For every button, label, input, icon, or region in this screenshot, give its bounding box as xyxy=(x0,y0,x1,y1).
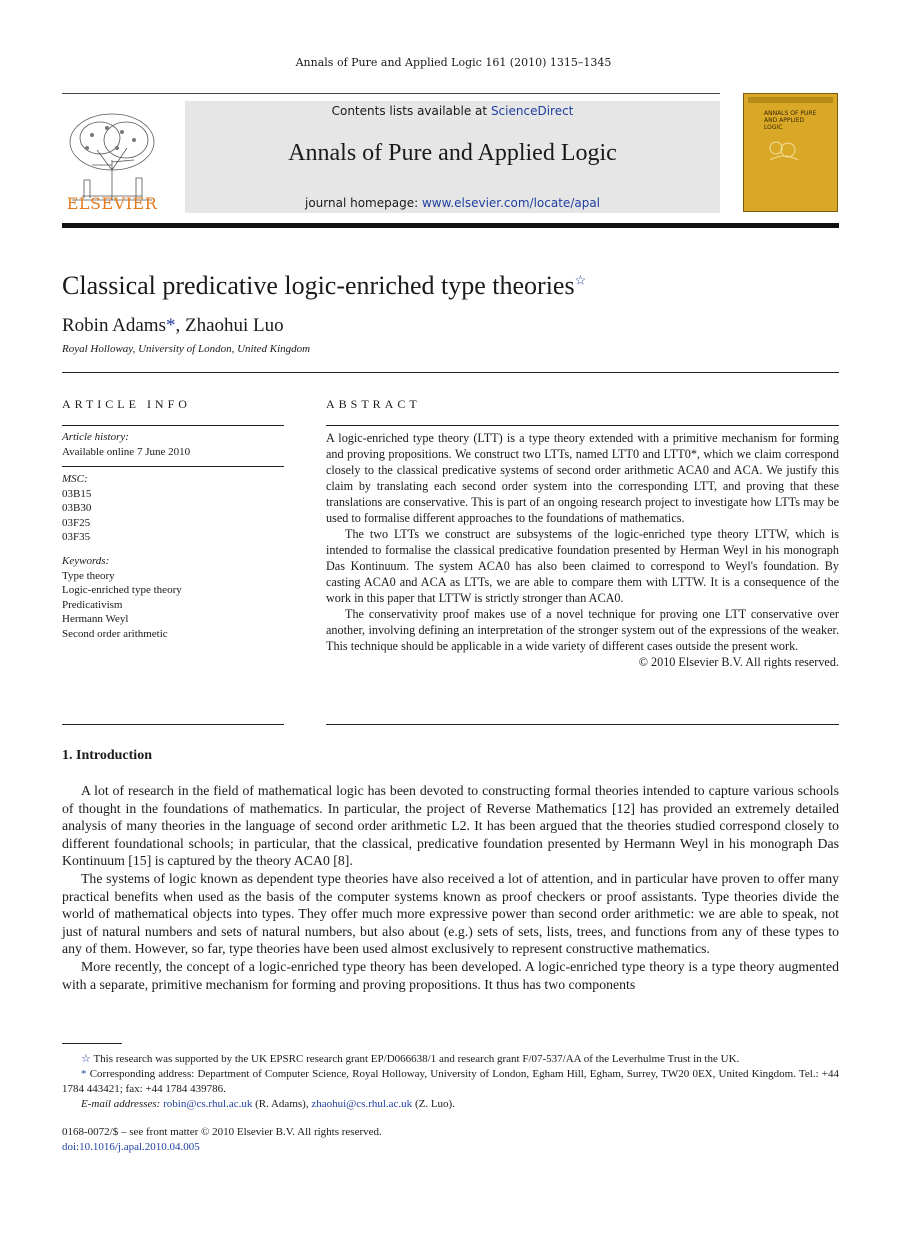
divider xyxy=(62,425,284,426)
corresponding-author-mark[interactable]: * xyxy=(165,315,176,336)
homepage-line xyxy=(185,196,720,210)
msc-code: 03B15 xyxy=(62,487,92,500)
keywords-label: Keywords: xyxy=(62,555,110,567)
abstract-body xyxy=(326,430,839,670)
msc-codes xyxy=(62,472,284,545)
body-paragraph: A lot of research in the field of mathematical logic has been devoted to constructing formal theories intended to capture various schools of thought in the foundations of mathematics. In particular, the project of Reverse Mathematics [12] has provided an extremely detailed analysis of many theories in the language of second order arithmetic L2. It has been argued that the theories studied correspond closely to different foundational schools; in particular, that the classical, predicative foundation presented by Hermann Weyl in his monograph Das Kontinuum [15] is captured by the theory ACA0 [8]. xyxy=(62,783,839,869)
banner-top-rule xyxy=(62,93,720,94)
msc-code: 03F35 xyxy=(62,531,91,543)
sciencedirect-link[interactable]: ScienceDirect xyxy=(490,104,574,118)
email-label: E-mail addresses: xyxy=(81,1098,164,1110)
divider xyxy=(326,425,839,426)
journal-title: Annals of Pure and Applied Logic xyxy=(288,140,617,166)
section-heading: 1. Introduction xyxy=(62,748,152,763)
footnotes xyxy=(62,1052,839,1112)
homepage-prefix: journal homepage: xyxy=(304,196,422,210)
footnote-text: Corresponding address: Department of Computer Science, Royal Holloway, University of London, Egham Hill, Egham, Surrey, TW20 0EX, United Kingdom. Tel.: +44 1784 443421; fax: +44 1784 439786. xyxy=(62,1068,840,1095)
front-matter xyxy=(62,1125,382,1155)
homepage-link[interactable]: www.elsevier.com/locate/apal xyxy=(421,196,601,210)
banner-bottom-bar xyxy=(62,223,839,228)
article-title xyxy=(62,271,586,301)
keyword: Hermann Weyl xyxy=(62,613,129,625)
email-owner: (Z. Luo). xyxy=(412,1098,455,1110)
article-title-text: Classical predicative logic-enriched type theories xyxy=(62,271,575,300)
title-footnote-star-icon[interactable]: ☆ xyxy=(574,272,587,288)
contents-prefix: Contents lists available at xyxy=(331,104,491,118)
footnote-rule xyxy=(62,1043,122,1044)
footnote-star-icon: ☆ xyxy=(81,1053,91,1065)
author-name: Robin Adams xyxy=(62,315,166,336)
author-name: Zhaohui Luo xyxy=(184,315,284,336)
author-list xyxy=(62,315,284,337)
divider xyxy=(326,724,839,725)
email-footnote xyxy=(62,1097,839,1112)
abstract-paragraph: The conservativity proof makes use of a novel technique for proving one LTT conservative over another, involving defining an interpretation of the stronger system out of the expressions of the weaker. This technique should be applicable in a wide variety of different cases outside the present work. xyxy=(326,607,839,653)
body-paragraph: More recently, the concept of a logic-enriched type theory has been developed. A logic-enriched type theory is a type theory augmented with a separate, primitive mechanism for forming and proving propositions. It thus has two components xyxy=(62,958,839,992)
cover-ornament-icon xyxy=(764,136,804,166)
cover-title: ANNALS OF PURE AND APPLIED LOGIC xyxy=(764,110,817,131)
body-paragraph: The systems of logic known as dependent type theories have also received a lot of attention, and in particular have proven to offer many practical benefits when used as the basis of the computer systems known as proof checkers or proof assistants. Type theories divide the world of mathematical objects into types. They offer much more expressive power than second order arithmetic: we are able to speak, not just of natural numbers and sets of natural numbers, but also about (e.g.) sets of sets, lists, trees, and functions from any of these types to any of them. However, so far, type theories have been used almost exclusively to represent constructive mathematics. xyxy=(62,870,839,957)
keyword: Second order arithmetic xyxy=(62,627,168,640)
keyword: Type theory xyxy=(62,569,115,582)
keyword: Predicativism xyxy=(62,598,123,611)
keyword: Logic-enriched type theory xyxy=(62,584,182,596)
footnote-text: This research was supported by the UK EPSRC research grant EP/D066638/1 and research grant F/07-537/AA of the Leverhulme Trust in the UK. xyxy=(93,1053,740,1065)
copyright-notice: © 2010 Elsevier B.V. All rights reserved. xyxy=(638,655,839,669)
divider xyxy=(62,466,284,467)
affiliation: Royal Holloway, University of London, United Kingdom xyxy=(62,343,311,355)
address-footnote xyxy=(62,1067,839,1097)
contents-line xyxy=(185,104,720,118)
article-history xyxy=(62,430,284,459)
funding-footnote xyxy=(62,1052,839,1067)
doi-link[interactable]: doi:10.1016/j.apal.2010.04.005 xyxy=(62,1141,200,1153)
msc-code: 03B30 xyxy=(62,502,92,514)
email-owner: (R. Adams), xyxy=(252,1098,312,1110)
author-separator: , xyxy=(175,315,185,336)
msc-code: 03F25 xyxy=(62,516,91,529)
article-info-heading: ARTICLE INFO xyxy=(62,397,191,411)
journal-cover-thumbnail xyxy=(743,93,838,212)
issn-line: 0168-0072/$ – see front matter © 2010 Elsevier B.V. All rights reserved. xyxy=(62,1126,382,1138)
email-link[interactable]: robin@cs.rhul.ac.uk xyxy=(163,1098,253,1110)
divider xyxy=(62,372,839,373)
running-header: Annals of Pure and Applied Logic 161 (2010) 1315–1345 xyxy=(295,56,612,69)
history-label: Article history: xyxy=(62,431,129,443)
keywords xyxy=(62,554,284,641)
cover-header-strip xyxy=(748,97,833,103)
abstract-heading: ABSTRACT xyxy=(326,397,421,411)
divider xyxy=(62,724,284,725)
history-value: Available online 7 June 2010 xyxy=(62,445,191,458)
section-body xyxy=(62,782,839,993)
abstract-paragraph: The two LTTs we construct are subsystems of the logic-enriched type theory LTTW, which is intended to formalise the classical predicative foundation presented by Herman Weyl in his monograph Das Kontinuum. The system ACA0 has also been claimed to correspond to Weyl's foundation. By casting ACA0 and ACA as LTTs, we are able to compare them with LTTW. It is a consequence of the work in this paper that LTTW is strictly stronger than ACA0. xyxy=(326,527,839,605)
publisher-wordmark: ELSEVIER xyxy=(66,194,158,213)
msc-label: MSC: xyxy=(62,473,88,485)
email-link[interactable]: zhaohui@cs.rhul.ac.uk xyxy=(311,1098,413,1110)
abstract-paragraph: A logic-enriched type theory (LTT) is a type theory extended with a primitive mechanism for forming and proving propositions. We construct two LTTs, named LTT0 and LTT0*, which we claim correspond closely to the classical predicative systems of second order arithmetic ACA0 and ACA. We justify this claim by translating each second order system into the corresponding LTT, and proving that these translations are conservative. This is part of an ongoing research project to investigate how LTTs may be used to formalise different approaches to the foundations of mathematics. xyxy=(326,431,839,525)
footnote-asterisk-icon: * xyxy=(81,1068,87,1080)
